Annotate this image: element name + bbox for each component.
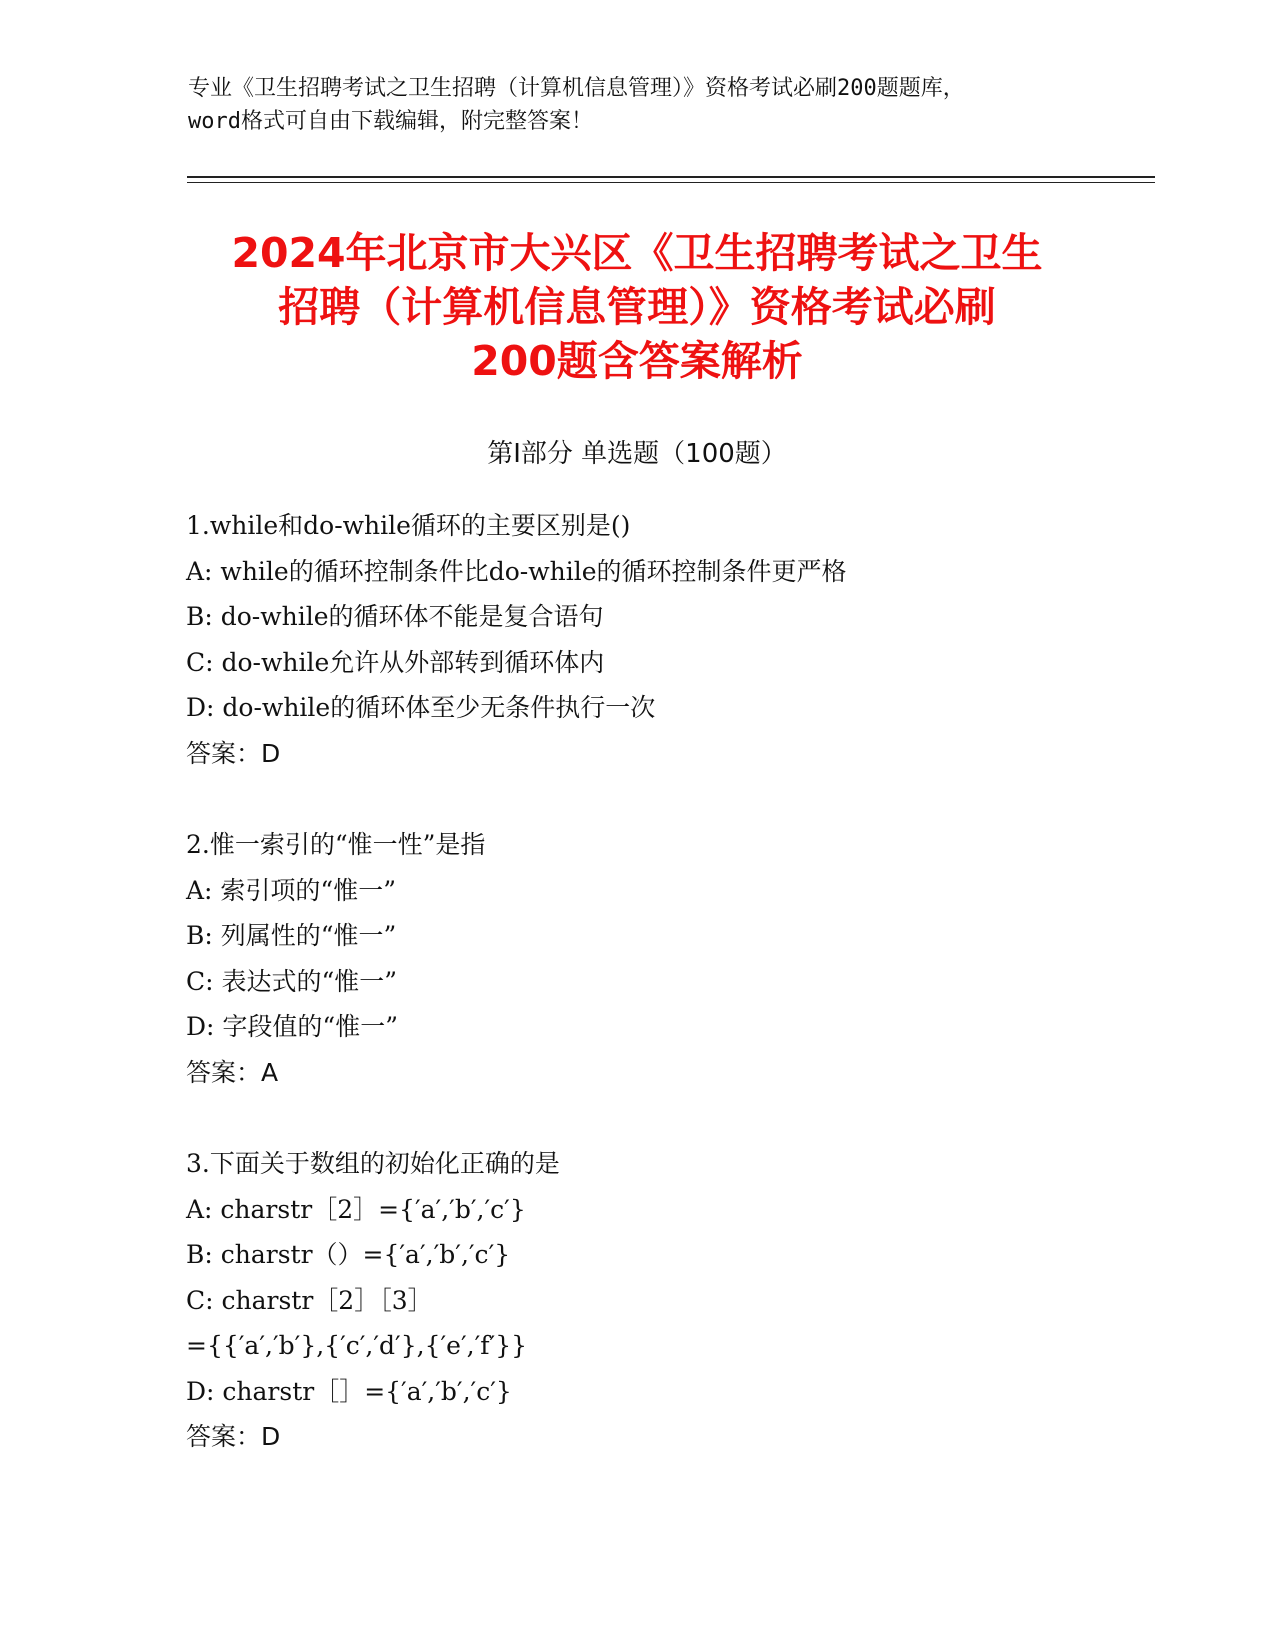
- answer-line: [186, 731, 1146, 777]
- title-line-1: 2024年北京市大兴区《卫生招聘考试之卫生: [231, 229, 1043, 277]
- option-a: A: 索引项的“惟一”: [186, 875, 396, 905]
- answer-value: A: [261, 1057, 279, 1087]
- answer-line: [186, 1414, 1146, 1460]
- title-line-3: 200题含答案解析: [471, 337, 803, 385]
- question-stem: 3.下面关于数组的初始化正确的是: [186, 1149, 560, 1178]
- header-note-line-2: word格式可自由下载编辑，附完整答案！: [188, 109, 593, 134]
- question-stem: 2.惟一索引的“惟一性”是指: [186, 830, 486, 859]
- answer-label: 答案：: [186, 1057, 262, 1087]
- answer-value: D: [261, 1422, 281, 1451]
- answer-label: 答案：: [186, 1422, 262, 1451]
- option-d: D: 字段值的“惟一”: [186, 1012, 398, 1041]
- option-d: D: charstr［］={′a′,′b′,′c′}: [186, 1376, 512, 1406]
- answer-line: [186, 1050, 1146, 1096]
- option-a: A: charstr［2］={′a′,′b′,′c′}: [186, 1194, 526, 1224]
- document-title: [137, 226, 1137, 388]
- header-note-line-1: 专业《卫生招聘考试之卫生招聘（计算机信息管理）》资格考试必刷200题题库，: [188, 76, 965, 101]
- option-c-continued: ={{′a′,′b′},{′c′,′d′},{′e′,′f′}}: [186, 1331, 528, 1360]
- question-2: [186, 822, 1146, 1095]
- option-a: A: while的循环控制条件比do-while的循环控制条件更严格: [186, 556, 847, 586]
- header-divider: [187, 176, 1155, 178]
- section-heading: 第Ⅰ部分 单选题（100题）: [487, 439, 787, 469]
- answer-label: 答案：: [186, 738, 262, 768]
- header-divider-thin: [187, 182, 1155, 183]
- question-3: [186, 1141, 1146, 1460]
- title-line-2: 招聘（计算机信息管理）》资格考试必刷: [278, 283, 996, 331]
- option-d: D: do-while的循环体至少无条件执行一次: [186, 693, 656, 722]
- question-1: [186, 503, 1146, 776]
- option-b: B: do-while的循环体不能是复合语句: [186, 602, 604, 631]
- option-c: C: charstr［2］［3］: [186, 1285, 433, 1315]
- option-b: B: 列属性的“惟一”: [186, 921, 397, 950]
- option-c: C: do-while允许从外部转到循环体内: [186, 647, 605, 677]
- question-stem: 1.while和do-while循环的主要区别是(): [186, 511, 631, 540]
- option-b: B: charstr（）={′a′,′b′,′c′}: [186, 1240, 511, 1269]
- option-c: C: 表达式的“惟一”: [186, 966, 398, 996]
- answer-value: D: [261, 738, 281, 768]
- header-note: [188, 72, 1088, 138]
